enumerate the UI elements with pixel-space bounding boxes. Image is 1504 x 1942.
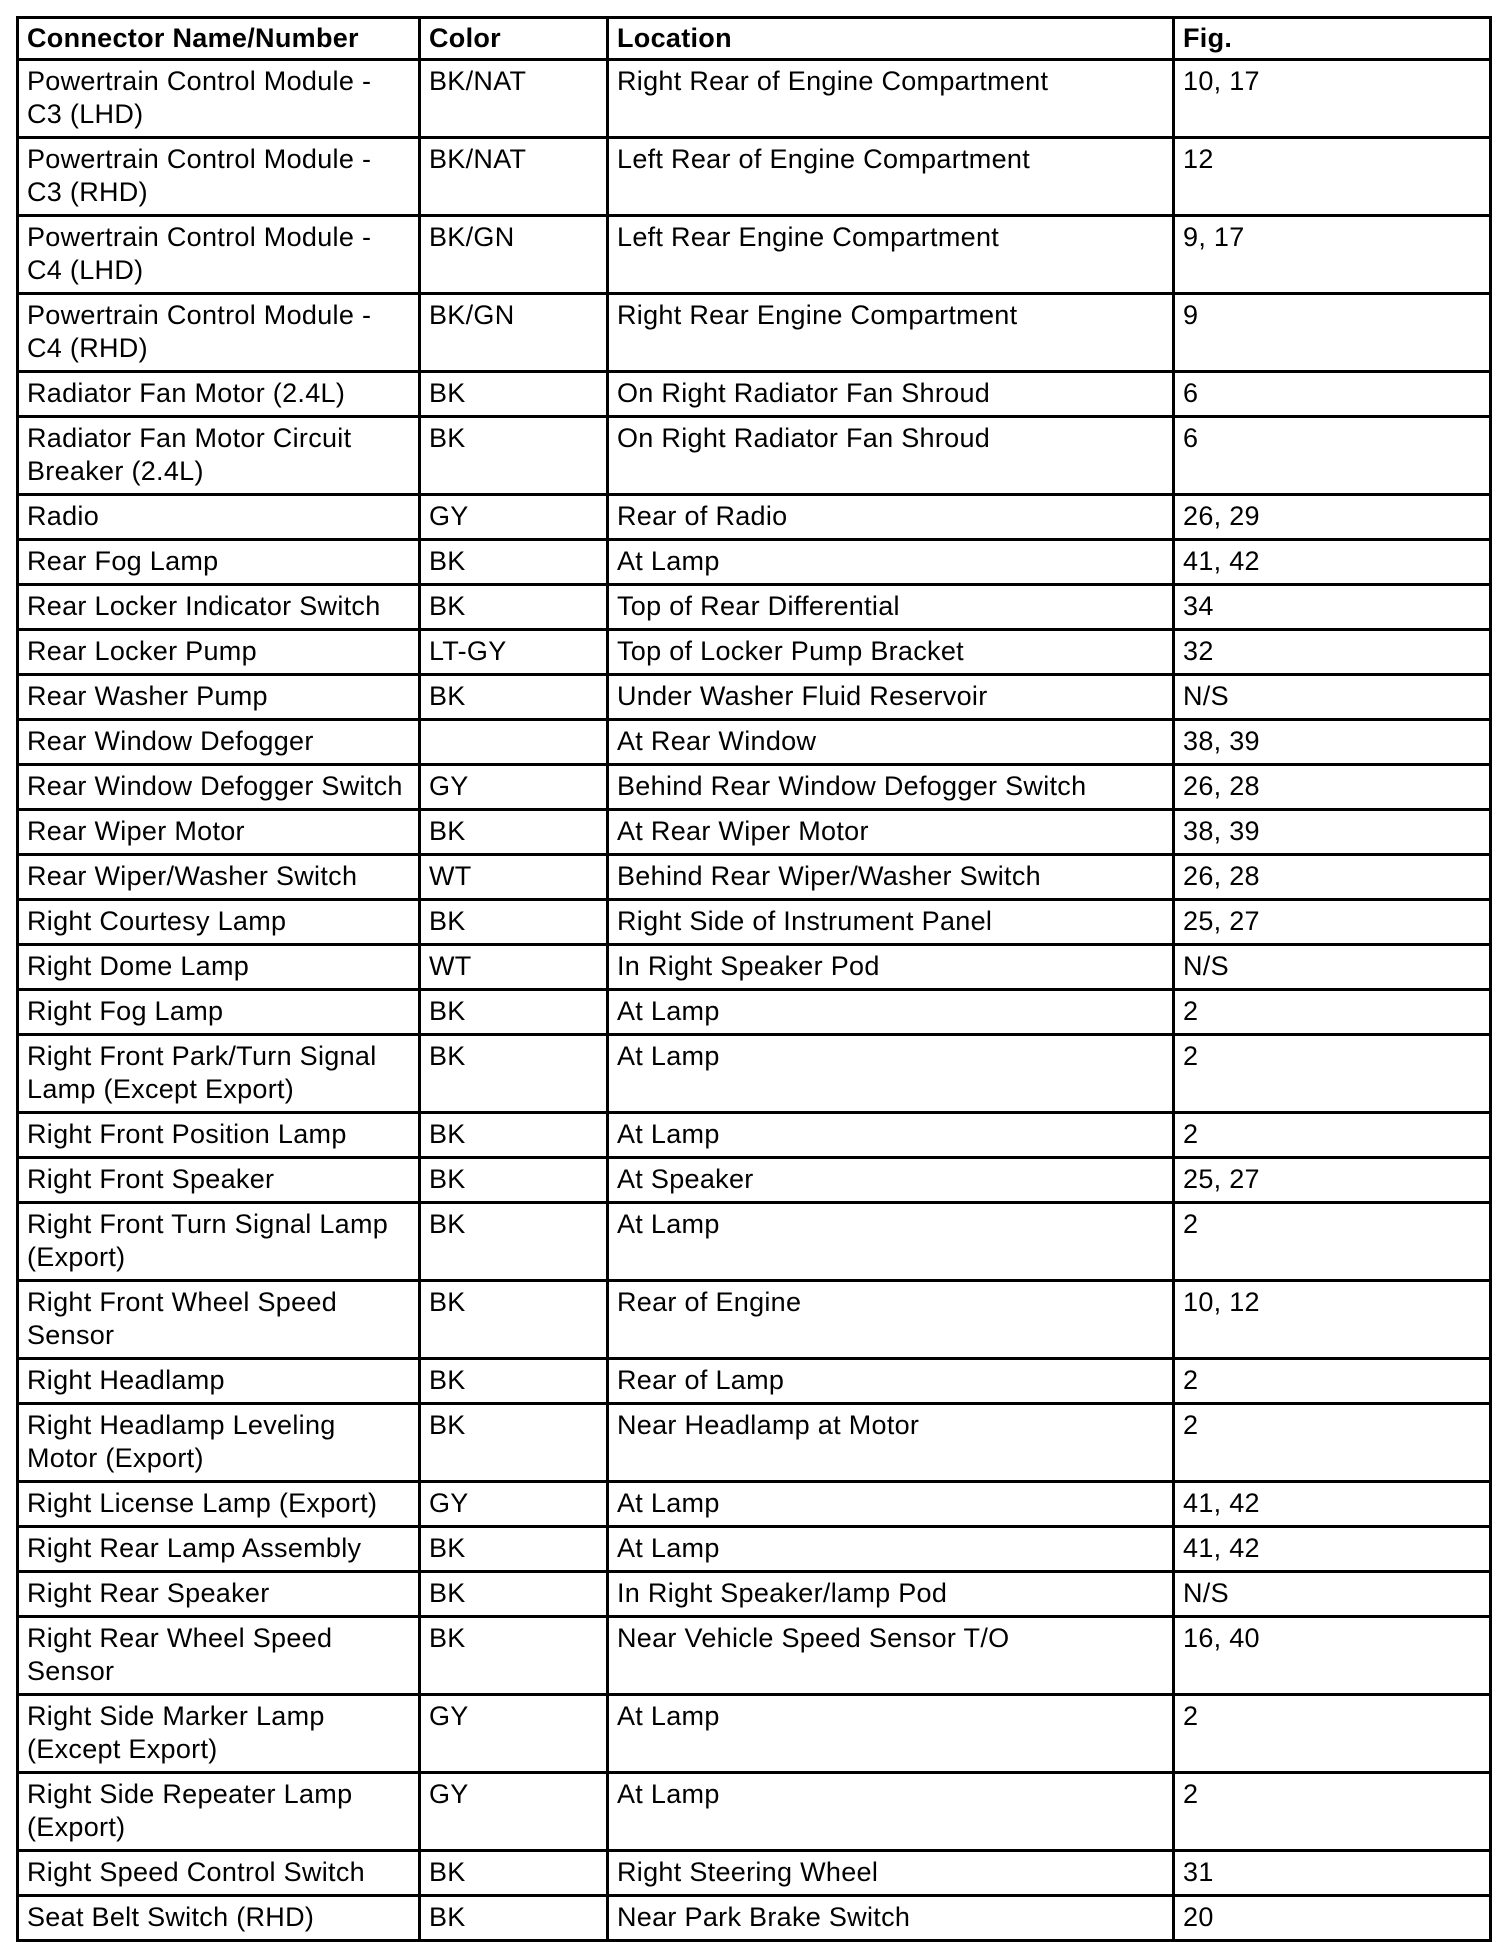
color-cell: BK [420,1896,608,1941]
color-cell: LT-GY [420,630,608,675]
table-row [18,60,1491,138]
fig-cell: N/S [1174,675,1491,720]
fig-cell: 10, 17 [1174,60,1491,138]
location-cell: At Lamp [608,1773,1174,1851]
table-row [18,1359,1491,1404]
connector-name-cell: Right Front Speaker [18,1158,420,1203]
location-cell: At Lamp [608,1113,1174,1158]
connector-name-cell: Right Rear Wheel Speed Sensor [18,1617,420,1695]
fig-cell: 9 [1174,294,1491,372]
color-cell: BK [420,900,608,945]
location-cell: Behind Rear Wiper/Washer Switch [608,855,1174,900]
table-row [18,1695,1491,1773]
table-row [18,765,1491,810]
connector-name-cell: Seat Belt Switch (RHD) [18,1896,420,1941]
table-row [18,630,1491,675]
fig-cell: N/S [1174,1572,1491,1617]
location-cell: Right Rear Engine Compartment [608,294,1174,372]
color-cell: BK [420,417,608,495]
header-fig: Fig. [1174,18,1491,60]
table-row [18,1404,1491,1482]
color-cell: WT [420,945,608,990]
connector-table-container [16,16,1489,1942]
color-cell: BK [420,1617,608,1695]
location-cell: On Right Radiator Fan Shroud [608,417,1174,495]
location-cell: At Rear Wiper Motor [608,810,1174,855]
table-row [18,495,1491,540]
color-cell: BK [420,1158,608,1203]
table-row [18,585,1491,630]
connector-name-cell: Rear Locker Indicator Switch [18,585,420,630]
fig-cell: 12 [1174,138,1491,216]
table-row [18,1482,1491,1527]
table-row [18,1773,1491,1851]
connector-name-cell: Rear Fog Lamp [18,540,420,585]
color-cell: WT [420,855,608,900]
location-cell: At Lamp [608,1695,1174,1773]
table-row [18,855,1491,900]
connector-name-cell: Right Rear Lamp Assembly [18,1527,420,1572]
location-cell: Near Headlamp at Motor [608,1404,1174,1482]
table-row [18,540,1491,585]
table-row [18,1113,1491,1158]
location-cell: At Lamp [608,990,1174,1035]
color-cell: BK/GN [420,294,608,372]
fig-cell: 6 [1174,417,1491,495]
location-cell: In Right Speaker/lamp Pod [608,1572,1174,1617]
color-cell: BK [420,1572,608,1617]
color-cell: BK/NAT [420,60,608,138]
table-body [18,60,1491,1941]
connector-name-cell: Right Headlamp Leveling Motor (Export) [18,1404,420,1482]
header-connector-name: Connector Name/Number [18,18,420,60]
location-cell: At Rear Window [608,720,1174,765]
table-row [18,216,1491,294]
color-cell: GY [420,1773,608,1851]
location-cell: In Right Speaker Pod [608,945,1174,990]
fig-cell: N/S [1174,945,1491,990]
fig-cell: 34 [1174,585,1491,630]
connector-name-cell: Right License Lamp (Export) [18,1482,420,1527]
location-cell: Rear of Radio [608,495,1174,540]
connector-name-cell: Radio [18,495,420,540]
fig-cell: 41, 42 [1174,1527,1491,1572]
fig-cell: 25, 27 [1174,1158,1491,1203]
fig-cell: 10, 12 [1174,1281,1491,1359]
connector-name-cell: Radiator Fan Motor (2.4L) [18,372,420,417]
table-row [18,1896,1491,1941]
fig-cell: 2 [1174,1113,1491,1158]
table-row [18,1617,1491,1695]
color-cell: BK [420,1281,608,1359]
fig-cell: 2 [1174,1404,1491,1482]
color-cell: BK/GN [420,216,608,294]
fig-cell: 2 [1174,1203,1491,1281]
connector-name-cell: Right Side Repeater Lamp (Export) [18,1773,420,1851]
table-row [18,810,1491,855]
connector-name-cell: Rear Window Defogger [18,720,420,765]
connector-name-cell: Right Front Turn Signal Lamp (Export) [18,1203,420,1281]
location-cell: Near Park Brake Switch [608,1896,1174,1941]
color-cell: BK [420,810,608,855]
location-cell: At Lamp [608,1482,1174,1527]
table-row [18,1158,1491,1203]
location-cell: Right Rear of Engine Compartment [608,60,1174,138]
connector-name-cell: Rear Wiper Motor [18,810,420,855]
location-cell: At Lamp [608,1035,1174,1113]
location-cell: Right Steering Wheel [608,1851,1174,1896]
location-cell: Rear of Engine [608,1281,1174,1359]
connector-name-cell: Right Front Wheel Speed Sensor [18,1281,420,1359]
color-cell: BK [420,585,608,630]
connector-table [16,16,1492,1942]
connector-name-cell: Right Side Marker Lamp (Except Export) [18,1695,420,1773]
fig-cell: 2 [1174,1695,1491,1773]
table-row [18,417,1491,495]
table-header-row [18,18,1491,60]
connector-name-cell: Rear Window Defogger Switch [18,765,420,810]
connector-name-cell: Powertrain Control Module - C3 (LHD) [18,60,420,138]
table-row [18,1203,1491,1281]
table-row [18,900,1491,945]
location-cell: Behind Rear Window Defogger Switch [608,765,1174,810]
table-row [18,294,1491,372]
connector-name-cell: Right Dome Lamp [18,945,420,990]
location-cell: Rear of Lamp [608,1359,1174,1404]
connector-name-cell: Rear Washer Pump [18,675,420,720]
connector-name-cell: Right Headlamp [18,1359,420,1404]
fig-cell: 2 [1174,1035,1491,1113]
color-cell: BK [420,990,608,1035]
fig-cell: 32 [1174,630,1491,675]
connector-name-cell: Powertrain Control Module - C3 (RHD) [18,138,420,216]
color-cell: BK [420,1851,608,1896]
fig-cell: 6 [1174,372,1491,417]
color-cell: BK [420,372,608,417]
fig-cell: 38, 39 [1174,720,1491,765]
fig-cell: 41, 42 [1174,1482,1491,1527]
color-cell: BK [420,1404,608,1482]
fig-cell: 26, 28 [1174,855,1491,900]
fig-cell: 20 [1174,1896,1491,1941]
connector-name-cell: Right Courtesy Lamp [18,900,420,945]
color-cell: BK [420,1359,608,1404]
table-row [18,372,1491,417]
color-cell: GY [420,1695,608,1773]
table-row [18,1527,1491,1572]
fig-cell: 2 [1174,990,1491,1035]
color-cell: BK [420,1035,608,1113]
location-cell: At Lamp [608,540,1174,585]
table-row [18,1851,1491,1896]
location-cell: Left Rear of Engine Compartment [608,138,1174,216]
table-row [18,1035,1491,1113]
location-cell: On Right Radiator Fan Shroud [608,372,1174,417]
color-cell: BK [420,540,608,585]
connector-name-cell: Right Rear Speaker [18,1572,420,1617]
color-cell: BK [420,675,608,720]
table-row [18,720,1491,765]
fig-cell: 41, 42 [1174,540,1491,585]
connector-name-cell: Radiator Fan Motor Circuit Breaker (2.4L) [18,417,420,495]
fig-cell: 2 [1174,1359,1491,1404]
connector-name-cell: Right Speed Control Switch [18,1851,420,1896]
fig-cell: 16, 40 [1174,1617,1491,1695]
fig-cell: 26, 29 [1174,495,1491,540]
location-cell: At Lamp [608,1527,1174,1572]
header-color: Color [420,18,608,60]
location-cell: Left Rear Engine Compartment [608,216,1174,294]
header-location: Location [608,18,1174,60]
connector-name-cell: Rear Locker Pump [18,630,420,675]
connector-name-cell: Powertrain Control Module - C4 (RHD) [18,294,420,372]
table-row [18,138,1491,216]
color-cell: BK [420,1113,608,1158]
table-row [18,990,1491,1035]
location-cell: Under Washer Fluid Reservoir [608,675,1174,720]
location-cell: Right Side of Instrument Panel [608,900,1174,945]
fig-cell: 26, 28 [1174,765,1491,810]
location-cell: At Lamp [608,1203,1174,1281]
color-cell: GY [420,495,608,540]
connector-name-cell: Right Front Position Lamp [18,1113,420,1158]
location-cell: At Speaker [608,1158,1174,1203]
table-row [18,945,1491,990]
color-cell: GY [420,765,608,810]
table-row [18,1572,1491,1617]
color-cell [420,720,608,765]
fig-cell: 38, 39 [1174,810,1491,855]
location-cell: Near Vehicle Speed Sensor T/O [608,1617,1174,1695]
location-cell: Top of Rear Differential [608,585,1174,630]
connector-name-cell: Powertrain Control Module - C4 (LHD) [18,216,420,294]
connector-name-cell: Rear Wiper/Washer Switch [18,855,420,900]
color-cell: BK/NAT [420,138,608,216]
connector-name-cell: Right Front Park/Turn Signal Lamp (Except Export) [18,1035,420,1113]
table-row [18,1281,1491,1359]
table-row [18,675,1491,720]
color-cell: BK [420,1527,608,1572]
fig-cell: 9, 17 [1174,216,1491,294]
fig-cell: 31 [1174,1851,1491,1896]
location-cell: Top of Locker Pump Bracket [608,630,1174,675]
color-cell: BK [420,1203,608,1281]
fig-cell: 2 [1174,1773,1491,1851]
fig-cell: 25, 27 [1174,900,1491,945]
connector-name-cell: Right Fog Lamp [18,990,420,1035]
color-cell: GY [420,1482,608,1527]
